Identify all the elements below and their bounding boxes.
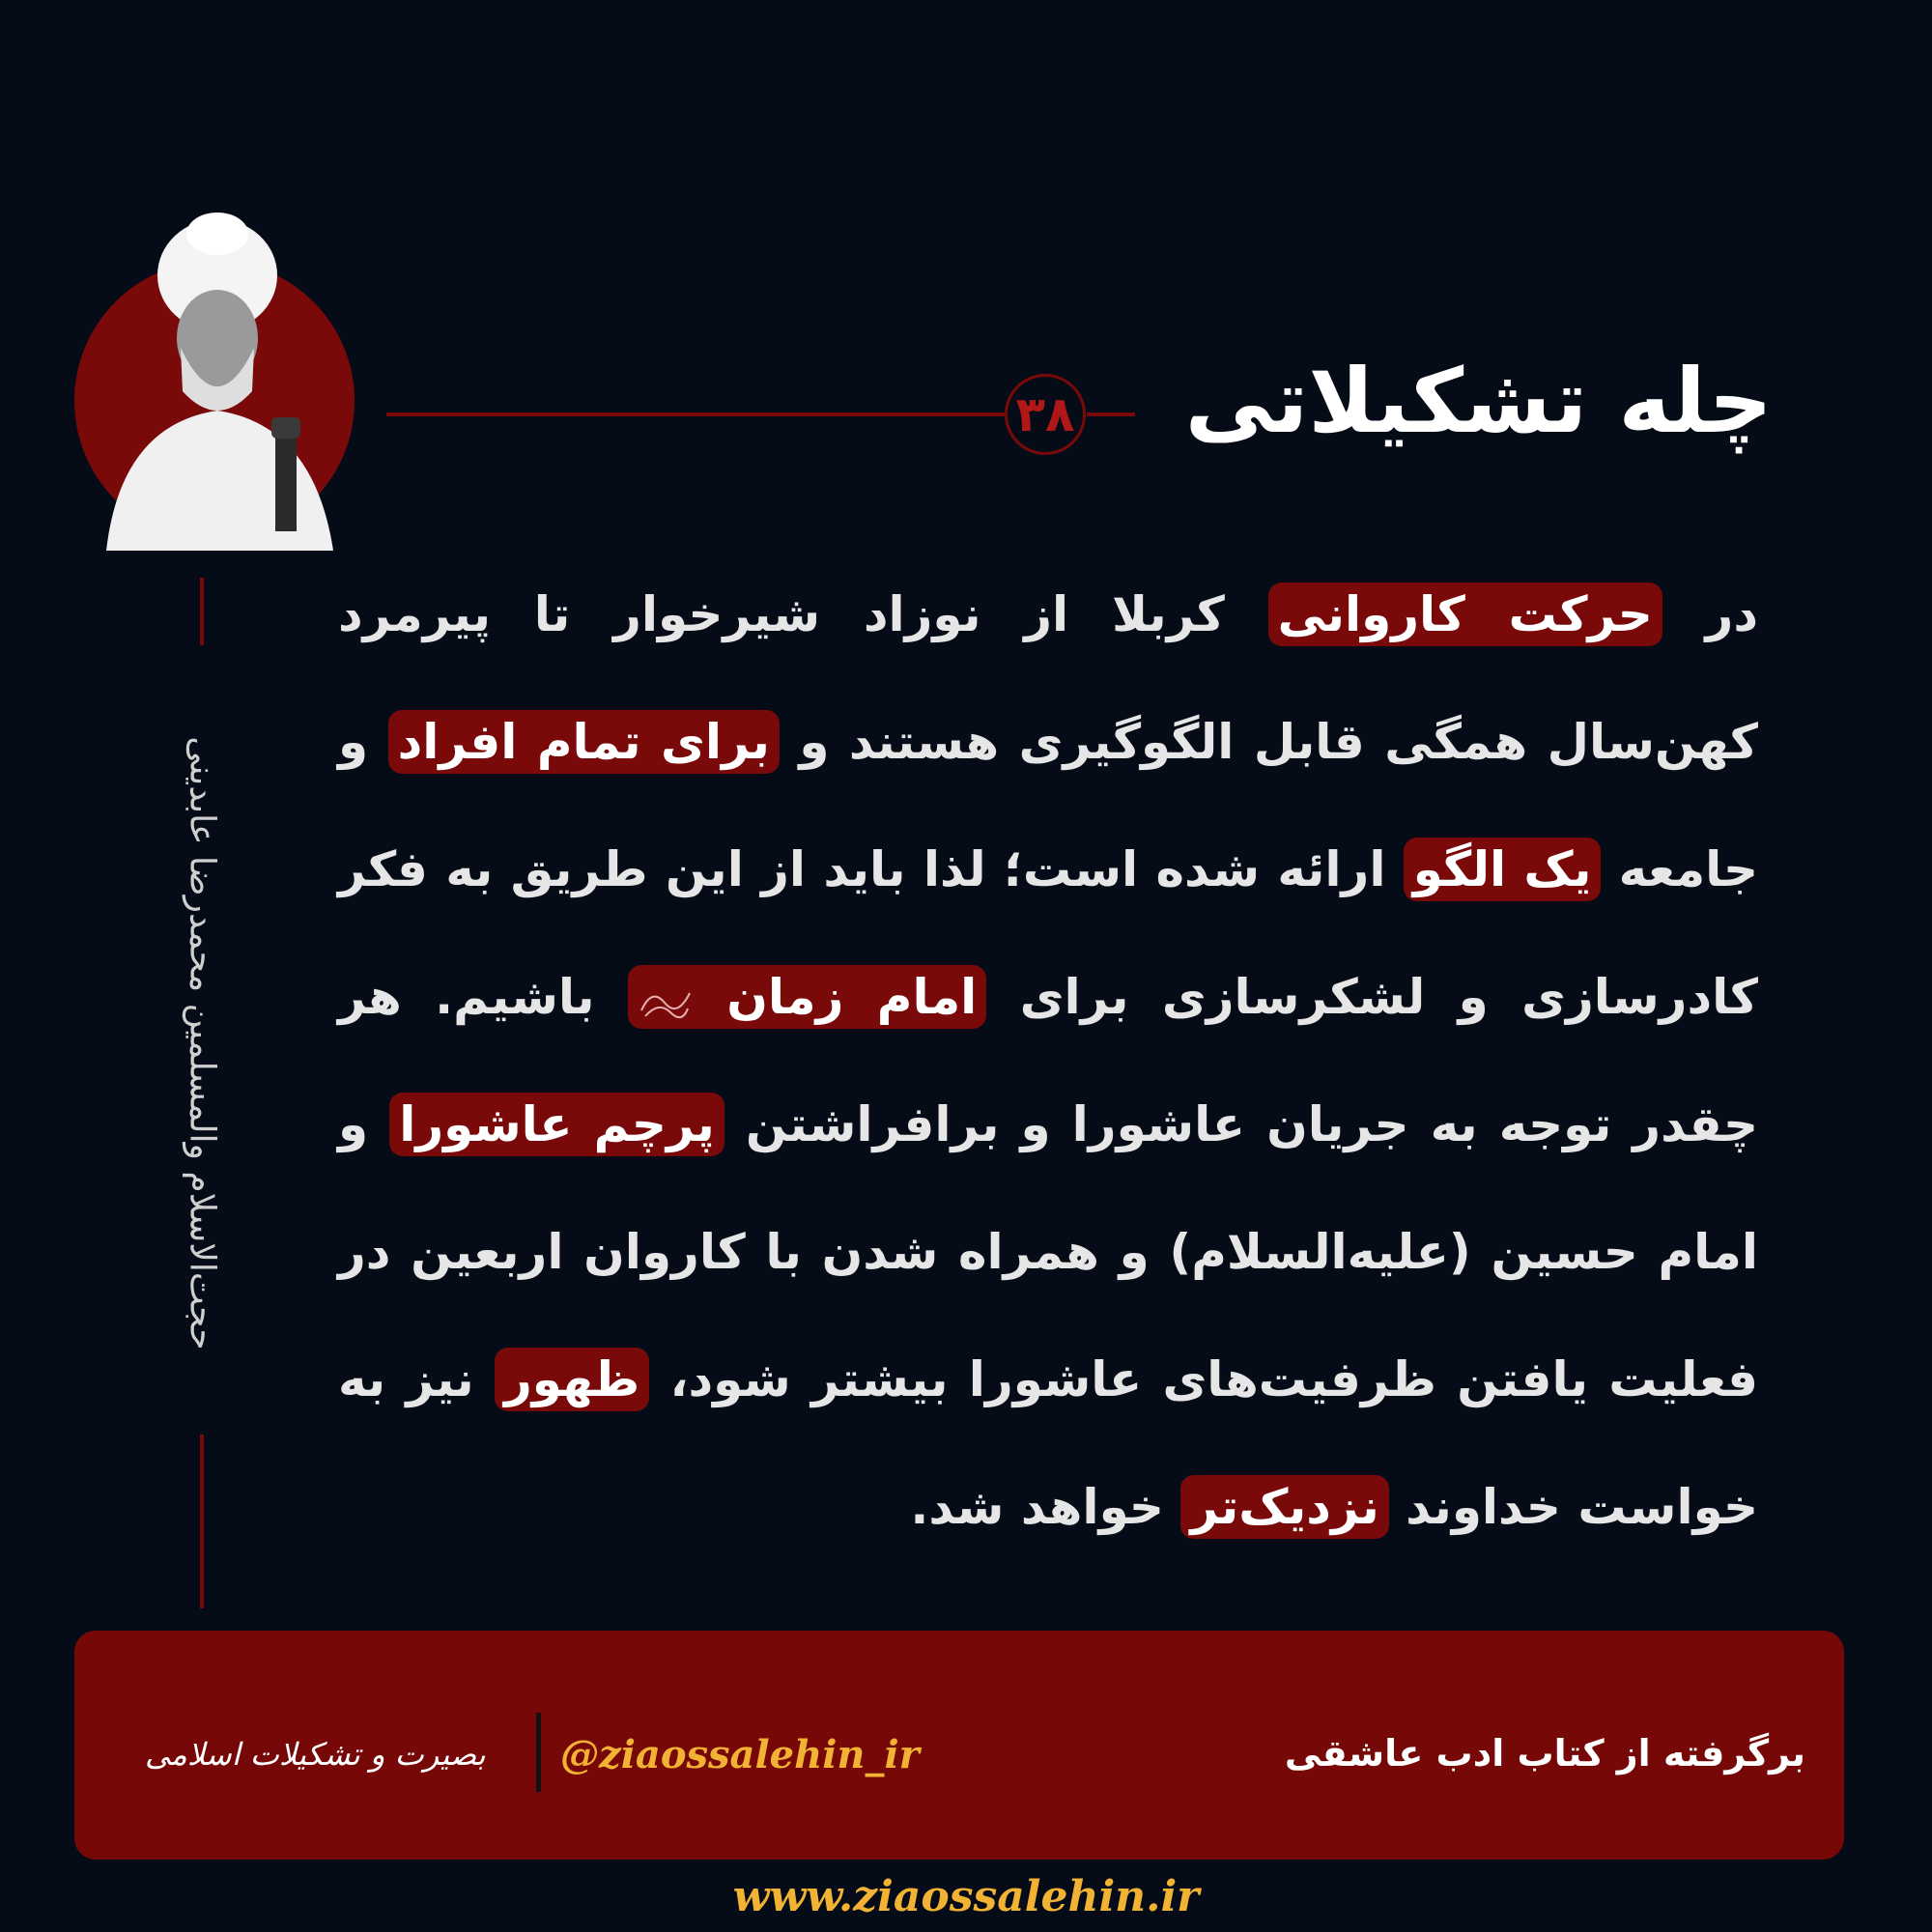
- title-rule-right: [1087, 412, 1135, 416]
- social-handle[interactable]: @ziaossalehin_ir: [560, 1732, 920, 1777]
- highlight-phrase: پرچم عاشورا: [389, 1093, 724, 1156]
- quote-segment: نیز به خواست خداوند: [338, 1351, 1758, 1535]
- quote-segment: در: [1662, 586, 1758, 642]
- quote-segment: باشیم. هر چقدر توجه به جریان عاشورا و برافراشتن: [338, 969, 1758, 1152]
- blessing-calligraphy: [638, 981, 694, 1020]
- speaker-portrait: [72, 203, 353, 551]
- quote-segment: و جامعه: [338, 714, 1758, 897]
- footer-divider: [536, 1713, 541, 1792]
- highlight-phrase: حرکت کاروانی: [1268, 582, 1662, 646]
- quote-segment: ارائه شده است؛ لذا باید از این طریق به فکر کادرسازی و لشکرسازی برای: [338, 841, 1758, 1025]
- highlight-phrase: ظهور: [495, 1348, 649, 1411]
- side-rule-top: [200, 578, 204, 645]
- brand-signature: بصیرت و تشکیلات اسلامی: [145, 1736, 486, 1773]
- highlight-text: امام زمان: [726, 969, 978, 1025]
- highlight-phrase: یک الگو: [1404, 838, 1602, 901]
- highlight-phrase: برای تمام افراد: [388, 710, 780, 774]
- author-name: حجت‌الاسلام والمسلمین محمدرضا عابدینی: [182, 736, 222, 1350]
- highlight-phrase: [628, 965, 986, 1029]
- website-link[interactable]: www.ziaossalehin.ir: [732, 1872, 1200, 1921]
- page-title: چله تشکیلاتی: [1184, 350, 1773, 453]
- quote-segment: و امام حسین (علیه‌السلام) و همراه شدن با کاروان اربعین در فعلیت یافتن ظرفیت‌های عاشورا بیشتر شود،: [338, 1096, 1758, 1407]
- side-rule-bottom: [200, 1435, 204, 1608]
- title-rule-left: [386, 412, 1005, 416]
- quote-segment: کربلا از نوزاد شیرخوار تا پیرمرد کهن‌سال همگی قابل الگوگیری هستند و: [338, 586, 1758, 770]
- source-credit: برگرفته از کتاب ادب عاشقی: [1284, 1732, 1805, 1775]
- quote-segment: خواهد شد.: [910, 1479, 1164, 1535]
- highlight-phrase: نزدیک‌تر: [1180, 1475, 1388, 1539]
- quote-body: [338, 551, 1758, 1571]
- episode-number-badge: ۳۸: [1005, 374, 1086, 455]
